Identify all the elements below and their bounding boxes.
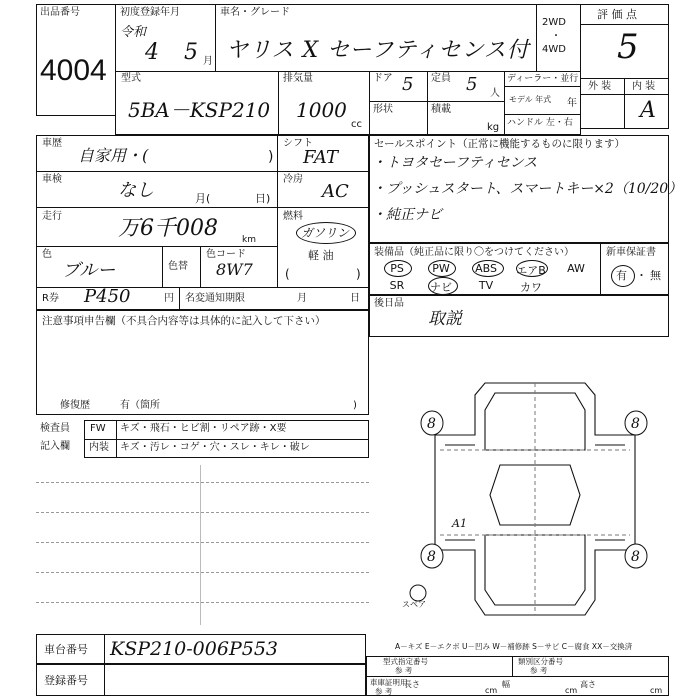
fuel-paren-close: ): [356, 267, 361, 281]
inspection-label: 車検: [42, 174, 62, 185]
inspector-interior-label: 内装: [89, 442, 109, 453]
car-diagram: [400, 375, 670, 625]
equip-label: 装備品（純正品に限り〇をつけてください）: [374, 247, 574, 258]
equip-abs: ABS: [475, 262, 497, 275]
reg-year: 4: [145, 40, 159, 65]
tire-rl: 8: [427, 549, 436, 565]
history-label: 車歴: [42, 138, 62, 149]
shape-label: 形状: [373, 104, 393, 115]
lot-number: 4004: [40, 54, 107, 87]
length-label: 長さ: [404, 680, 420, 689]
fuel-paren-open: (: [285, 267, 290, 281]
equip-airbag: エアB: [516, 264, 546, 277]
class-num-label: 類別区分番号: [518, 657, 563, 666]
reg-month: 5: [184, 40, 198, 65]
ref-1: 参 考: [395, 666, 413, 675]
point-2: ・プッシュスタート、スマートキー×2（10/20）: [372, 181, 683, 197]
color-code-label: 色コード: [206, 249, 246, 260]
cc-label: 排気量: [283, 73, 313, 84]
equip-leather: カワ: [520, 281, 542, 294]
warranty-no: 無: [650, 269, 661, 282]
repair-close: ): [353, 400, 357, 411]
after-value: 取説: [428, 309, 462, 329]
mileage-unit: km: [242, 235, 256, 245]
point-1: ・トヨタセーフティセンス: [372, 155, 538, 171]
name-change-label: 名変通知期限: [185, 293, 245, 304]
mileage-value: 万6千008: [118, 216, 218, 241]
doors-value: 5: [402, 74, 414, 95]
inspector-vertical-line: [200, 465, 201, 625]
equip-tv: TV: [478, 279, 494, 292]
model-value: 5BA－KSP210: [128, 98, 271, 122]
reg-label: 登録番号: [44, 674, 88, 687]
interior-value: A: [640, 98, 656, 123]
cm-3: cm: [650, 686, 663, 695]
spare-label: スペア: [402, 600, 426, 609]
circle-abs: [472, 260, 504, 277]
fw-value: キズ・飛石・ヒビ割・リペア跡・X要: [120, 423, 287, 434]
fuel-gasoline: ガソリン: [301, 226, 350, 240]
notes-label: 注意事項申告欄（不具合内容等は具体的に記入して下さい）: [42, 315, 326, 327]
warranty-label: 新車保証書: [606, 247, 656, 258]
fuel-circle: [296, 222, 356, 244]
drive-dot: ・: [551, 31, 561, 42]
ac-label: 冷房: [283, 174, 303, 185]
vin-value: KSP210-006P553: [110, 638, 278, 660]
model-year-label: モデル 年式: [509, 95, 552, 104]
mileage-label: 走行: [42, 211, 62, 222]
entry-label: 記入欄: [40, 441, 70, 452]
name-change-month: 月: [297, 293, 307, 304]
circle-airbag: [516, 260, 548, 277]
equip-navi: ナビ: [430, 281, 452, 294]
name-change-day: 日: [350, 293, 360, 304]
recycle-unit: 円: [164, 293, 174, 304]
repaint-label: 色替: [168, 261, 188, 272]
ref-3: 参 考: [375, 687, 393, 696]
inspection-month: 月(: [195, 192, 211, 205]
inspector-label: 検査員: [40, 423, 70, 434]
capacity-label: 定員: [431, 73, 451, 84]
year-unit: 年: [567, 98, 577, 109]
cm-2: cm: [565, 686, 578, 695]
repair-yes: 有（箇所: [120, 400, 160, 411]
cc-value: 1000: [296, 98, 347, 122]
exterior-label: 外 装: [588, 81, 612, 92]
lot-label: 出品番号: [40, 7, 80, 18]
width-label: 幅: [502, 680, 510, 689]
recycle-label: R券: [42, 293, 59, 304]
circle-pw: [428, 260, 456, 277]
type-num-label: 型式指定番号: [383, 657, 428, 666]
name-value: ヤリス X セーフティセンス付: [226, 38, 530, 63]
after-label: 後日品: [374, 298, 404, 309]
damage-a1: A1: [452, 517, 467, 530]
inspection-day: 日): [255, 192, 271, 205]
capacity-value: 5: [466, 74, 478, 95]
model-label: 型式: [121, 73, 141, 84]
name-label: 車名・グレード: [220, 7, 290, 18]
height-label: 高さ: [580, 680, 596, 689]
era-value: 令和: [120, 25, 147, 40]
color-label: 色: [42, 249, 52, 260]
damage-legend: A－キズ E－エクボ U－凹み W－補修跡 S－サビ C－腐食 XX－交換済: [395, 642, 633, 651]
circle-navi: [428, 277, 458, 295]
doors-label: ドア: [373, 73, 393, 84]
fuel-label: 燃料: [283, 211, 303, 222]
score-label: 評 価 点: [597, 8, 637, 21]
points-label: セールスポイント（正常に機能するものに限ります）: [374, 138, 626, 150]
interior-label: 内 装: [632, 81, 656, 92]
tire-rr: 8: [631, 549, 640, 565]
inspection-value: なし: [118, 180, 154, 201]
inspector-interior-value: キズ・汚レ・コゲ・穴・スレ・キレ・破レ: [120, 442, 310, 453]
cert-label: 車庫証明用: [370, 678, 408, 687]
color-code-value: 8W7: [216, 260, 253, 279]
handle-label: ハンドル 左・右: [507, 118, 573, 128]
month-unit: 月: [203, 56, 213, 67]
fuel-diesel: 軽 油: [308, 249, 334, 262]
repair-label: 修復歴: [60, 400, 90, 411]
after-box: [369, 295, 669, 337]
tire-fl: 8: [427, 416, 436, 432]
equip-sr: SR: [389, 279, 405, 292]
drive-4wd: 4WD: [542, 44, 566, 55]
history-close: ): [268, 149, 274, 165]
vin-label: 車台番号: [44, 643, 88, 656]
first-reg-label: 初度登録年月: [120, 7, 180, 18]
score-value: 5: [617, 27, 639, 67]
warranty-dot: ・: [636, 269, 647, 282]
recycle-value: P450: [84, 286, 131, 307]
shift-label: シフト: [283, 138, 313, 149]
shift-value: FAT: [303, 147, 338, 168]
tire-fr: 8: [631, 416, 640, 432]
cm-1: cm: [485, 686, 498, 695]
load-label: 積載: [431, 104, 451, 115]
equip-aw: AW: [567, 262, 585, 275]
warranty-yes: 有: [616, 269, 627, 282]
point-3: ・純正ナビ: [372, 207, 442, 223]
dealer-label: ディーラー・並行: [507, 74, 579, 84]
capacity-unit: 人: [490, 88, 500, 99]
equip-pw: PW: [432, 262, 450, 275]
ac-value: AC: [322, 181, 349, 202]
ref-2: 参 考: [530, 666, 548, 675]
circle-ps: [384, 260, 412, 277]
color-value: ブルー: [62, 260, 116, 281]
cc-unit: cc: [351, 119, 362, 130]
load-unit: kg: [487, 122, 500, 133]
fw-label: FW: [90, 423, 106, 434]
equip-ps: PS: [390, 262, 404, 275]
circle-warranty: [611, 265, 635, 287]
drive-2wd: 2WD: [542, 17, 566, 28]
history-value: 自家用・(: [78, 146, 149, 165]
